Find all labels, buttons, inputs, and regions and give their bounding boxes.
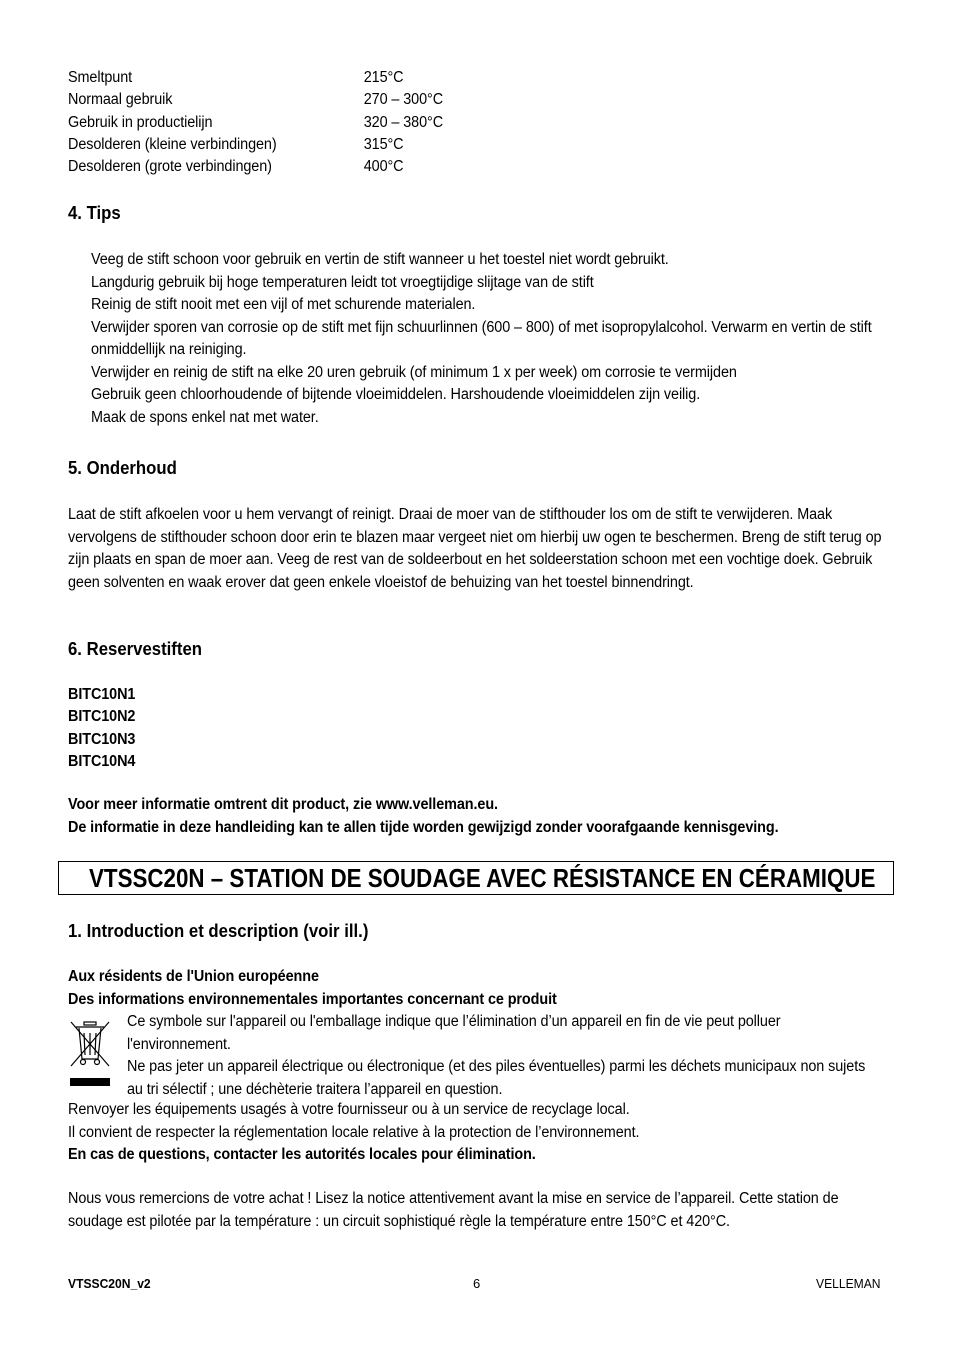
bit-item: BITC10N2 (68, 708, 136, 726)
temperature-label: Desolderen (grote verbindingen) (68, 158, 272, 176)
weee-paragraph: Ce symbole sur l'appareil ou l'emballage indique que l’élimination d’un appareil en fin de vie peut polluer l'environnement. (127, 1013, 781, 1053)
disposal-notes (68, 1099, 905, 1167)
temperature-value: 315°C (363, 135, 404, 153)
eu-notice-line: Aux résidents de l'Union européenne (68, 968, 319, 985)
disposal-line: Renvoyer les équipements usagés à votre fournisseur ou à un service de recyclage local. (68, 1101, 630, 1118)
tip-item: Langdurig gebruik bij hoge temperaturen leidt tot vroegtijdige slijtage van de stift (91, 273, 594, 291)
tip-item: Verwijder en reinig de stift na elke 20 uren gebruik (of minimum 1 x per week) om corrosie te vermijden (91, 363, 737, 381)
tip-item: Veeg de stift schoon voor gebruik en vertin de stift wanneer u het toestel niet wordt gebruikt. (91, 251, 669, 268)
reservestiften-heading: 6. Reservestiften (68, 639, 202, 659)
temperature-table (68, 67, 443, 178)
temperature-row (68, 134, 443, 156)
weee-paragraph: Ne pas jeter un appareil électrique ou électronique (et des piles éventuelles) parmi les déchets municipaux non sujets au tri sélectif ; une déchèterie traitera l’appareil en question. (127, 1058, 866, 1098)
temperature-row (68, 67, 443, 89)
onderhoud-paragraph: Laat de stift afkoelen voor u hem vervangt of reinigt. Draai de moer van de stifthouder los om de stift te verwijderen. Maak vervolgens de stifthouder schoon door erin te blazen maar vergeet niet om hierbij uw ogen te beschermen. Breng de stift terug op zijn plaats en span de moer aan. Veeg de rest van de soldeerbout en het soldeerstation schoon met een vochtige doek. Gebruik geen solventen en waak erover dat geen enkele vloeistof de behuizing van het toestel binnendringt. (68, 506, 882, 591)
temperature-value: 215°C (363, 69, 404, 86)
temperature-value: 400°C (363, 158, 404, 176)
section-title: VTSSC20N – STATION DE SOUDAGE AVEC RÉSISTANCE EN CÉRAMIQUE (89, 863, 876, 893)
tip-item: Verwijder sporen van corrosie op de stift met fijn schuurlinnen (600 – 800) of met isopropylalcohol. Verwarm en vertin de stift onmiddellijk na reiniging. (91, 318, 872, 358)
section-title-box (58, 861, 894, 895)
temperature-value: 320 – 380°C (363, 113, 444, 131)
temperature-label: Normaal gebruik (68, 91, 173, 109)
footer-page-number: 6 (473, 1276, 481, 1291)
intro-heading: 1. Introduction et description (voir ill.) (68, 921, 369, 941)
info-block (68, 794, 924, 839)
tips-heading: 4. Tips (68, 203, 121, 223)
temperature-row (68, 112, 443, 134)
footer-doc-id: VTSSC20N_v2 (68, 1276, 151, 1291)
footer-brand: VELLEMAN (816, 1276, 881, 1291)
bit-item: BITC10N3 (68, 730, 136, 748)
temperature-row (68, 156, 443, 178)
bit-item: BITC10N1 (68, 686, 136, 703)
tip-item: Reinig de stift nooit met een vijl of met schurende materialen. (91, 296, 476, 313)
tip-item: Maak de spons enkel nat met water. (91, 408, 319, 426)
eu-notice-line: Des informations environnementales importantes concernant ce produit (68, 990, 557, 1008)
weee-bin-icon (68, 1019, 112, 1089)
eu-notice (68, 966, 849, 1011)
tip-item: Gebruik geen chloorhoudende of bijtende vloeimiddelen. Harshoudende vloeimiddelen zijn veilig. (91, 386, 701, 403)
temperature-value: 270 – 300°C (363, 91, 444, 109)
thanks-paragraph: Nous vous remercions de votre achat ! Lisez la notice attentivement avant la mise en service de l’appareil. Cette station de soudage est pilotée par la température : un circuit sophistiqué règle la température entre 150°C et 420°C. (68, 1190, 839, 1230)
temperature-label: Gebruik in productielijn (68, 113, 213, 131)
onderhoud-heading: 5. Onderhoud (68, 458, 177, 478)
info-line: De informatie in deze handleiding kan te allen tijde worden gewijzigd zonder voorafgaande kennisgeving. (68, 818, 779, 836)
info-line: Voor meer informatie omtrent dit product, zie www.velleman.eu. (68, 796, 498, 813)
bit-item: BITC10N4 (68, 752, 136, 770)
disposal-line: En cas de questions, contacter les autorités locales pour élimination. (68, 1146, 536, 1163)
temperature-label: Smeltpunt (68, 69, 133, 86)
tips-list (91, 249, 891, 429)
temperature-row (68, 89, 443, 111)
weee-text (127, 1011, 871, 1101)
disposal-line: Il convient de respecter la réglementation locale relative à la protection de l’environnement. (68, 1123, 640, 1141)
bit-list (68, 684, 135, 773)
temperature-label: Desolderen (kleine verbindingen) (68, 135, 277, 153)
